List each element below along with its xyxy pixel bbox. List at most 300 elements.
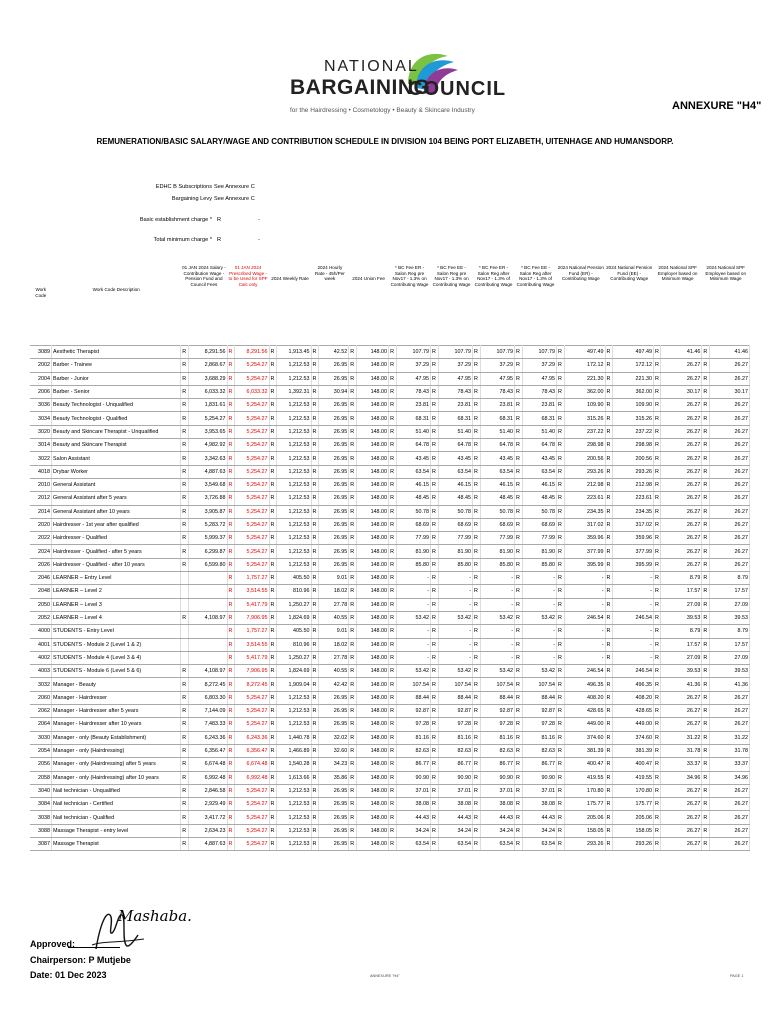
currency-cell: R	[473, 399, 481, 412]
currency-cell: R	[311, 465, 319, 478]
currency-cell: R	[349, 465, 357, 478]
currency-cell: R	[653, 837, 661, 850]
currency-cell: R	[473, 518, 481, 531]
value-cell-c11: 221.30	[613, 372, 654, 385]
currency-cell: R	[515, 771, 523, 784]
value-cell-c1: 3,688.29	[188, 372, 227, 385]
page-title: REMUNERATION/BASIC SALARY/WAGE AND CONTRIBUTION SCHEDULE IN DIVISION 104 BEING PORT ELIZABETH, UITENHAGE AND HUMANSDORP.	[96, 137, 674, 146]
value-cell-c12: 26.27	[661, 399, 702, 412]
value-cell-c10: -	[564, 598, 605, 611]
value-cell-c9: -	[522, 651, 556, 664]
currency-cell: R	[269, 771, 277, 784]
currency-cell: R	[557, 505, 565, 518]
currency-cell: R	[557, 359, 565, 372]
value-cell-c10: 237.22	[564, 425, 605, 438]
work-code-cell: 3089	[30, 346, 52, 359]
currency-cell: R	[702, 372, 710, 385]
value-cell-c2: 6,674.48	[235, 758, 269, 771]
currency-cell: R	[653, 784, 661, 797]
value-cell-c1: 2,868.67	[188, 359, 227, 372]
value-cell-c9: 107.54	[522, 678, 556, 691]
value-cell-c1	[188, 625, 227, 638]
currency-cell: R	[653, 731, 661, 744]
value-cell-c7: 97.28	[438, 718, 472, 731]
currency-cell: R	[389, 758, 397, 771]
value-cell-c13: 34.96	[709, 771, 749, 784]
currency-cell: R	[181, 837, 189, 850]
currency-cell: R	[181, 824, 189, 837]
value-cell-c13: 26.27	[709, 478, 749, 491]
currency-cell: R	[181, 452, 189, 465]
value-cell-c7: 50.78	[438, 505, 472, 518]
currency-cell: R	[473, 665, 481, 678]
currency-cell: R	[269, 492, 277, 505]
value-cell-c7: 81.90	[438, 545, 472, 558]
currency-cell: R	[311, 665, 319, 678]
value-cell-c1: 8,272.45	[188, 678, 227, 691]
value-cell-c4: 9.01	[319, 625, 349, 638]
work-code-cell: 2050	[30, 598, 52, 611]
currency-cell: R	[653, 558, 661, 571]
currency-cell: R	[227, 346, 235, 359]
currency-cell: R	[311, 572, 319, 585]
value-cell-c3: 1,212.53	[277, 399, 311, 412]
value-cell-c6: 68.31	[396, 412, 430, 425]
currency-cell: R	[311, 705, 319, 718]
currency-cell: R	[605, 824, 613, 837]
value-cell-c5: 148.00	[356, 359, 388, 372]
currency-cell: R	[181, 731, 189, 744]
currency-cell: R	[702, 598, 710, 611]
currency-cell: R	[311, 439, 319, 452]
work-code-cell: 2026	[30, 558, 52, 571]
col-union-fee: 2024 Union Fee	[352, 276, 385, 281]
currency-cell: R	[269, 665, 277, 678]
value-cell-c9: 23.81	[522, 399, 556, 412]
currency-cell: R	[311, 638, 319, 651]
value-cell-c7: 43.45	[438, 452, 472, 465]
currency-cell: R	[349, 758, 357, 771]
currency-cell: R	[653, 771, 661, 784]
value-cell-c11: 497.49	[613, 346, 654, 359]
currency-cell: R	[349, 545, 357, 558]
value-cell-c12: 26.27	[661, 505, 702, 518]
value-cell-c13: 17.57	[709, 638, 749, 651]
currency-cell: R	[389, 439, 397, 452]
table-row	[30, 598, 750, 611]
col-bc-er-after: * BC Fee ER - Salon Reg after Nov17 - 1.3% of Contributing Wage	[474, 265, 513, 288]
value-cell-c3: 1,212.53	[277, 545, 311, 558]
value-cell-c7: 68.69	[438, 518, 472, 531]
currency-cell: R	[431, 572, 439, 585]
value-cell-c10: 449.00	[564, 718, 605, 731]
currency-cell: R	[702, 771, 710, 784]
value-cell-c7: 90.90	[438, 771, 472, 784]
currency-cell: R	[431, 412, 439, 425]
value-cell-c6: 97.28	[396, 718, 430, 731]
currency-cell: R	[473, 758, 481, 771]
currency-cell: R	[227, 439, 235, 452]
value-cell-c1	[188, 585, 227, 598]
currency-cell: R	[389, 598, 397, 611]
currency-cell: R	[269, 399, 277, 412]
table-row	[30, 784, 750, 797]
currency-cell: R	[389, 478, 397, 491]
value-cell-c11: -	[613, 598, 654, 611]
work-code-cell: 2002	[30, 359, 52, 372]
summary-label: Basic establishment charge *	[139, 217, 212, 223]
logo-text-bargaining: BARGAINING	[290, 76, 431, 99]
currency-cell: R	[557, 425, 565, 438]
value-cell-c4: 32.60	[319, 744, 349, 757]
currency-cell: R	[605, 425, 613, 438]
value-cell-c4: 26.95	[319, 452, 349, 465]
currency-cell: R	[311, 359, 319, 372]
currency-cell: R	[227, 651, 235, 664]
currency-cell: R	[515, 372, 523, 385]
currency-cell: R	[181, 758, 189, 771]
currency-cell: R	[702, 585, 710, 598]
currency-cell: R	[311, 452, 319, 465]
currency-cell: R	[227, 798, 235, 811]
value-cell-c11: 377.99	[613, 545, 654, 558]
value-cell-c10: 395.99	[564, 558, 605, 571]
currency-cell: R	[557, 346, 565, 359]
value-cell-c2: 5,254.27	[235, 372, 269, 385]
currency-cell: R	[473, 837, 481, 850]
description-cell: LEARNER – Level 3	[52, 598, 181, 611]
value-cell-c3: 1,212.53	[277, 784, 311, 797]
currency-cell	[181, 572, 189, 585]
description-cell: LEARNER – Entry Level	[52, 572, 181, 585]
value-cell-c13: 26.27	[709, 399, 749, 412]
value-cell-c2: 3,514.55	[235, 585, 269, 598]
currency-cell: R	[181, 465, 189, 478]
currency-cell: R	[605, 372, 613, 385]
currency-cell: R	[431, 611, 439, 624]
currency-cell: R	[349, 425, 357, 438]
value-cell-c13: 27.09	[709, 598, 749, 611]
currency-cell: R	[269, 811, 277, 824]
currency-cell: R	[349, 784, 357, 797]
currency-cell: R	[557, 784, 565, 797]
currency-cell: R	[227, 837, 235, 850]
value-cell-c12: 26.27	[661, 518, 702, 531]
value-cell-c6: 107.79	[396, 346, 430, 359]
currency-cell: R	[431, 771, 439, 784]
summary-label: Total minimum charge *	[153, 237, 212, 243]
value-cell-c10: 221.30	[564, 372, 605, 385]
value-cell-c5: 148.00	[356, 731, 388, 744]
table-row	[30, 651, 750, 664]
currency-cell: R	[702, 784, 710, 797]
currency-cell: R	[605, 731, 613, 744]
work-code-cell: 2058	[30, 771, 52, 784]
currency-cell: R	[473, 731, 481, 744]
value-cell-c7: 34.24	[438, 824, 472, 837]
value-cell-c11: 246.54	[613, 611, 654, 624]
currency-cell: R	[653, 372, 661, 385]
value-cell-c10: 246.54	[564, 665, 605, 678]
currency-cell: R	[515, 412, 523, 425]
value-cell-c8: 68.69	[480, 518, 514, 531]
value-cell-c13: 8.79	[709, 625, 749, 638]
currency-cell: R	[473, 558, 481, 571]
value-cell-c7: 47.95	[438, 372, 472, 385]
currency-cell: R	[269, 452, 277, 465]
currency-cell: R	[431, 731, 439, 744]
description-cell: STUDENTS - Module 4 (Level 3 & 4)	[52, 651, 181, 664]
value-cell-c6: -	[396, 598, 430, 611]
value-cell-c4: 32.02	[319, 731, 349, 744]
value-cell-c13: 26.27	[709, 439, 749, 452]
value-cell-c13: 33.37	[709, 758, 749, 771]
value-cell-c3: 1,466.89	[277, 744, 311, 757]
value-cell-c6: 82.63	[396, 744, 430, 757]
col-prescribed-wage: 01 JAN 2024 Prescribed Wage - to be Used for SPF Calc only	[228, 265, 268, 288]
currency-cell: R	[227, 744, 235, 757]
currency-cell: R	[557, 545, 565, 558]
value-cell-c2: 3,514.55	[235, 638, 269, 651]
value-cell-c11: 223.61	[613, 492, 654, 505]
currency-cell: R	[473, 625, 481, 638]
currency-cell: R	[181, 532, 189, 545]
value-cell-c5: 148.00	[356, 452, 388, 465]
value-cell-c6: 78.43	[396, 385, 430, 398]
value-cell-c8: 44.43	[480, 811, 514, 824]
currency-cell: R	[473, 492, 481, 505]
currency-cell: R	[311, 478, 319, 491]
description-cell: Manager - Beauty	[52, 678, 181, 691]
value-cell-c3: 810.96	[277, 638, 311, 651]
currency-cell: R	[181, 558, 189, 571]
work-code-cell: 4000	[30, 625, 52, 638]
currency-cell: R	[181, 359, 189, 372]
currency-cell: R	[349, 811, 357, 824]
value-cell-c2: 5,254.27	[235, 452, 269, 465]
currency-cell: R	[515, 598, 523, 611]
currency-cell: R	[227, 705, 235, 718]
currency-cell: R	[389, 705, 397, 718]
value-cell-c9: 38.08	[522, 798, 556, 811]
value-cell-c9: 64.78	[522, 439, 556, 452]
value-cell-c7: 37.01	[438, 784, 472, 797]
value-cell-c13: 26.27	[709, 425, 749, 438]
currency-cell: R	[389, 665, 397, 678]
currency-cell: R	[181, 425, 189, 438]
currency-cell: R	[431, 705, 439, 718]
currency-cell: R	[653, 412, 661, 425]
currency-cell: R	[557, 412, 565, 425]
value-cell-c1: 2,929.49	[188, 798, 227, 811]
currency-cell: R	[227, 532, 235, 545]
value-cell-c7: 78.43	[438, 385, 472, 398]
value-cell-c4: 26.95	[319, 399, 349, 412]
currency-cell: R	[389, 585, 397, 598]
value-cell-c8: -	[480, 638, 514, 651]
currency-cell: R	[311, 558, 319, 571]
currency-cell: R	[181, 718, 189, 731]
value-cell-c7: 82.63	[438, 744, 472, 757]
currency-cell: R	[269, 572, 277, 585]
value-cell-c4: 35.86	[319, 771, 349, 784]
currency-cell: R	[349, 452, 357, 465]
value-cell-c7: 37.29	[438, 359, 472, 372]
value-cell-c9: 63.54	[522, 465, 556, 478]
value-cell-c5: 148.00	[356, 665, 388, 678]
currency-cell: R	[349, 518, 357, 531]
currency-cell: R	[227, 665, 235, 678]
value-cell-c9: 86.77	[522, 758, 556, 771]
currency-cell: R	[431, 545, 439, 558]
value-cell-c8: 68.31	[480, 412, 514, 425]
value-cell-c11: 428.65	[613, 705, 654, 718]
value-cell-c6: -	[396, 625, 430, 638]
value-cell-c2: 7,906.95	[235, 665, 269, 678]
value-cell-c5: 148.00	[356, 744, 388, 757]
currency-cell: R	[473, 439, 481, 452]
value-cell-c8: 81.16	[480, 731, 514, 744]
value-cell-c3: 1,913.45	[277, 346, 311, 359]
value-cell-c13: 31.78	[709, 744, 749, 757]
value-cell-c9: 47.95	[522, 372, 556, 385]
value-cell-c5: 148.00	[356, 412, 388, 425]
currency-cell: R	[269, 691, 277, 704]
currency-cell: R	[557, 811, 565, 824]
value-cell-c7: -	[438, 585, 472, 598]
col-spf-ee: 2024 National SPF Employee based on Minimum Wage	[705, 265, 746, 282]
value-cell-c1: 6,243.36	[188, 731, 227, 744]
table-row	[30, 744, 750, 757]
table-row	[30, 359, 750, 372]
currency-cell: R	[473, 824, 481, 837]
work-code-cell: 2064	[30, 718, 52, 731]
value-cell-c2: 5,254.27	[235, 532, 269, 545]
value-cell-c13: 26.27	[709, 518, 749, 531]
currency-cell: R	[349, 492, 357, 505]
currency-cell: R	[181, 346, 189, 359]
value-cell-c1: 6,803.30	[188, 691, 227, 704]
currency-cell	[181, 625, 189, 638]
value-cell-c9: 97.28	[522, 718, 556, 731]
currency-cell: R	[269, 638, 277, 651]
currency-cell: R	[311, 385, 319, 398]
currency-cell: R	[515, 545, 523, 558]
value-cell-c8: 46.15	[480, 478, 514, 491]
logo-tagline: for the Hairdressing • Cosmetology • Beauty & Skincare Industry	[290, 107, 475, 114]
value-cell-c5: 148.00	[356, 545, 388, 558]
summary-value: -	[258, 217, 260, 223]
currency-cell: R	[605, 545, 613, 558]
currency-cell: R	[557, 771, 565, 784]
value-cell-c6: 47.95	[396, 372, 430, 385]
currency-cell: R	[389, 798, 397, 811]
currency-cell: R	[653, 691, 661, 704]
currency-cell: R	[702, 811, 710, 824]
currency-cell: R	[389, 558, 397, 571]
value-cell-c10: 205.06	[564, 811, 605, 824]
currency-cell: R	[557, 638, 565, 651]
value-cell-c4: 40.55	[319, 665, 349, 678]
value-cell-c5: 148.00	[356, 824, 388, 837]
value-cell-c1: 4,982.92	[188, 439, 227, 452]
currency-cell: R	[515, 824, 523, 837]
value-cell-c3: 1,212.53	[277, 691, 311, 704]
currency-cell: R	[653, 465, 661, 478]
value-cell-c9: 68.69	[522, 518, 556, 531]
value-cell-c7: 81.16	[438, 731, 472, 744]
value-cell-c12: 26.27	[661, 452, 702, 465]
table-row	[30, 678, 750, 691]
currency-cell: R	[181, 771, 189, 784]
currency-cell: R	[227, 385, 235, 398]
value-cell-c2: 6,992.48	[235, 771, 269, 784]
value-cell-c4: 18.02	[319, 585, 349, 598]
value-cell-c4: 26.95	[319, 705, 349, 718]
currency-cell: R	[227, 758, 235, 771]
table-header-row	[30, 265, 750, 346]
value-cell-c2: 5,254.27	[235, 478, 269, 491]
description-cell: Manager - only (Hairdressing)	[52, 744, 181, 757]
currency-cell: R	[349, 837, 357, 850]
currency-cell: R	[269, 585, 277, 598]
value-cell-c12: 26.27	[661, 372, 702, 385]
currency-cell: R	[515, 611, 523, 624]
value-cell-c3: 1,212.53	[277, 412, 311, 425]
currency-cell: R	[653, 425, 661, 438]
value-cell-c11: 212.98	[613, 478, 654, 491]
value-cell-c13: 27.09	[709, 651, 749, 664]
description-cell: Aesthetic Therapist	[52, 346, 181, 359]
value-cell-c13: 26.27	[709, 532, 749, 545]
currency-cell: R	[605, 611, 613, 624]
value-cell-c10: 212.98	[564, 478, 605, 491]
currency-cell: R	[227, 824, 235, 837]
currency-cell: R	[349, 558, 357, 571]
currency-cell: R	[702, 452, 710, 465]
value-cell-c7: 85.80	[438, 558, 472, 571]
currency-cell: R	[311, 492, 319, 505]
currency-cell: R	[557, 372, 565, 385]
currency-cell: R	[269, 784, 277, 797]
value-cell-c4: 26.95	[319, 425, 349, 438]
value-cell-c4: 26.95	[319, 505, 349, 518]
currency-cell: R	[269, 824, 277, 837]
value-cell-c13: 26.27	[709, 705, 749, 718]
value-cell-c5: 148.00	[356, 611, 388, 624]
table-row	[30, 518, 750, 531]
value-cell-c10: 293.26	[564, 837, 605, 850]
currency-cell: R	[311, 691, 319, 704]
description-cell: Barber - Trainee	[52, 359, 181, 372]
value-cell-c2: 8,291.56	[235, 346, 269, 359]
value-cell-c5: 148.00	[356, 372, 388, 385]
currency-cell: R	[557, 665, 565, 678]
value-cell-c2: 6,033.32	[235, 385, 269, 398]
value-cell-c6: 53.42	[396, 611, 430, 624]
work-code-cell: 3020	[30, 425, 52, 438]
currency-cell: R	[349, 824, 357, 837]
value-cell-c2: 5,254.27	[235, 425, 269, 438]
footer-page-number: PAGE 1	[730, 974, 744, 978]
value-cell-c11: 158.05	[613, 824, 654, 837]
currency-cell: R	[605, 518, 613, 531]
currency-cell: R	[349, 718, 357, 731]
value-cell-c4: 26.95	[319, 545, 349, 558]
currency-cell: R	[605, 651, 613, 664]
currency-cell: R	[473, 678, 481, 691]
currency-cell: R	[605, 439, 613, 452]
